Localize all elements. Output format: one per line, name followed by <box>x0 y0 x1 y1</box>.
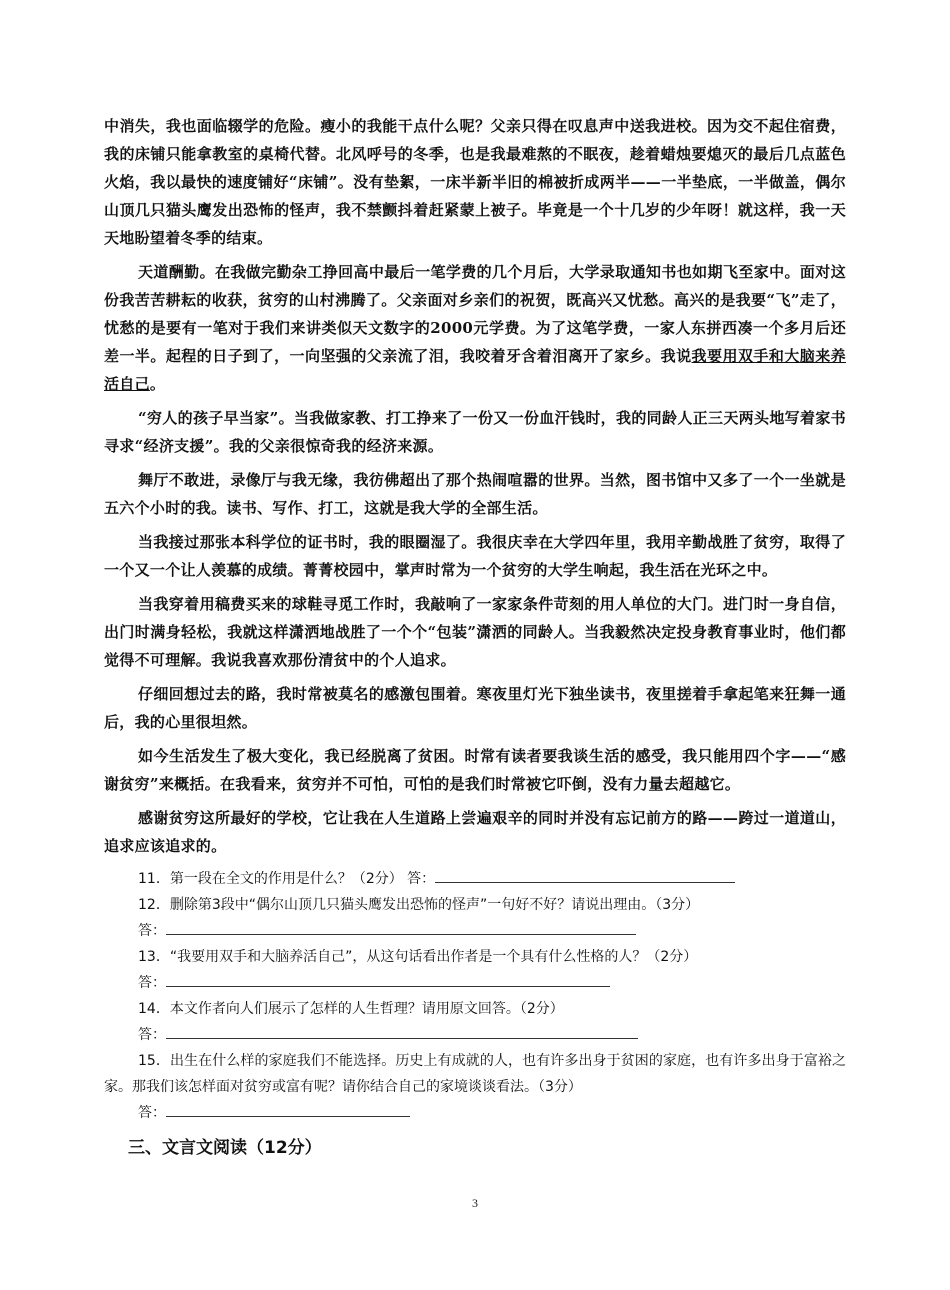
paragraph-1: 中消失，我也面临辍学的危险。瘦小的我能干点什么呢？父亲只得在叹息声中送我进校。因为交不起住宿费，我的床铺只能拿教室的桌椅代替。北风呼号的冬季，也是我最难熬的不眠夜，趁着蜡烛要熄灭的最后几点蓝色火焰，我以最快的速度铺好“床铺”。没有垫絮，一床半新半旧的棉被折成两半——一半垫底，一半做盖，偶尔山顶几只猫头鹰发出恐怖的怪声，我不禁颤抖着赶紧蒙上被子。毕竟是一个十几岁的少年呀！就这样，我一天天地盼望着冬季的结束。 <box>104 117 846 247</box>
question-13: 13．“我要用双手和大脑养活自己”，从这句话看出作者是一个具有什么性格的人？（2分） <box>138 949 698 965</box>
answer-label: 答： <box>138 923 166 939</box>
paragraph-5: 当我接过那张本科学位的证书时，我的眼圈湿了。我很庆幸在大学四年里，我用辛勤战胜了贫穷，取得了一个又一个让人羡慕的成绩。菁菁校园中，掌声时常为一个贫穷的大学生响起，我生活在光环之中。 <box>104 533 846 579</box>
answer-blank-12[interactable] <box>166 920 636 935</box>
answer-label: 答： <box>138 1027 166 1043</box>
answer-line-12 <box>104 918 846 944</box>
answer-line-14 <box>104 1022 846 1048</box>
question-11 <box>104 866 846 892</box>
passage-body <box>104 112 846 1162</box>
question-14: 14．本文作者向人们展示了怎样的人生哲理？请用原文回答。（2分） <box>138 1001 564 1017</box>
section-heading: 三、文言文阅读（12分） <box>128 1138 322 1158</box>
paragraph-3: “穷人的孩子早当家”。当我做家教、打工挣来了一份又一份血汗钱时，我的同龄人正三天两头地写着家书寻求“经济支援”。我的父亲很惊奇我的经济来源。 <box>104 409 846 455</box>
answer-blank-15[interactable] <box>166 1102 410 1117</box>
paragraph-2-end: 。 <box>149 375 166 393</box>
answer-blank-13[interactable] <box>166 972 610 987</box>
underlined-sentence: 我要用双手和大脑来养活自己 <box>104 347 846 393</box>
question-11-text: 11．第一段在全文的作用是什么？（2分） 答： <box>138 871 436 887</box>
answer-line-15 <box>104 1100 846 1126</box>
paragraph-2-text: 天道酬勤。在我做完勤杂工挣回高中最后一笔学费的几个月后，大学录取通知书也如期飞至家中。面对这份我苦苦耕耘的收获，贫穷的山村沸腾了。父亲面对乡亲们的祝贺，既高兴又忧愁。高兴的是我要“飞”走了，忧愁的是要有一笔对于我们来讲类似天文数字的2000元学费。为了这笔学费，一家人东拼西凑一个多月后还差一半。起程的日子到了，一向坚强的父亲流了泪，我咬着牙含着泪离开了家乡。我说 <box>104 263 846 365</box>
paragraph-2 <box>104 258 846 398</box>
answer-label: 答： <box>138 1105 166 1121</box>
paragraph-8: 如今生活发生了极大变化，我已经脱离了贫困。时常有读者要我谈生活的感受，我只能用四个字——“感谢贫穷”来概括。在我看来，贫穷并不可怕，可怕的是我们时常被它吓倒，没有力量去超越它。 <box>104 747 846 793</box>
paragraph-6: 当我穿着用稿费买来的球鞋寻觅工作时，我敲响了一家家条件苛刻的用人单位的大门。进门时一身自信，出门时满身轻松，我就这样潇洒地战胜了一个个“包装”潇洒的同龄人。当我毅然决定投身教育事业时，他们都觉得不可理解。我说我喜欢那份清贫中的个人追求。 <box>104 595 846 669</box>
question-12: 12．删除第3段中“偶尔山顶几只猫头鹰发出恐怖的怪声”一句好不好？请说出理由。（3分） <box>138 897 700 913</box>
answer-blank-14[interactable] <box>166 1024 638 1039</box>
answer-line-13 <box>104 970 846 996</box>
paragraph-4: 舞厅不敢进，录像厅与我无缘，我彷佛超出了那个热闹喧嚣的世界。当然，图书馆中又多了一个一坐就是五六个小时的我。读书、写作、打工，这就是我大学的全部生活。 <box>104 471 846 517</box>
page-number: 3 <box>472 1196 478 1210</box>
answer-blank-11[interactable] <box>435 868 735 883</box>
answer-label: 答： <box>138 975 166 991</box>
question-15: 15．出生在什么样的家庭我们不能选择。历史上有成就的人，也有许多出身于贫困的家庭，也有许多出身于富裕之家。那我们该怎样面对贫穷或富有呢？请你结合自己的家境谈谈看法。（3分） <box>104 1053 846 1095</box>
paragraph-9: 感谢贫穷这所最好的学校，它让我在人生道路上尝遍艰辛的同时并没有忘记前方的路——跨过一道道山，追求应该追求的。 <box>104 809 846 855</box>
paragraph-7: 仔细回想过去的路，我时常被莫名的感激包围着。寒夜里灯光下独坐读书，夜里搓着手拿起笔来狂舞一通后，我的心里很坦然。 <box>104 685 846 731</box>
